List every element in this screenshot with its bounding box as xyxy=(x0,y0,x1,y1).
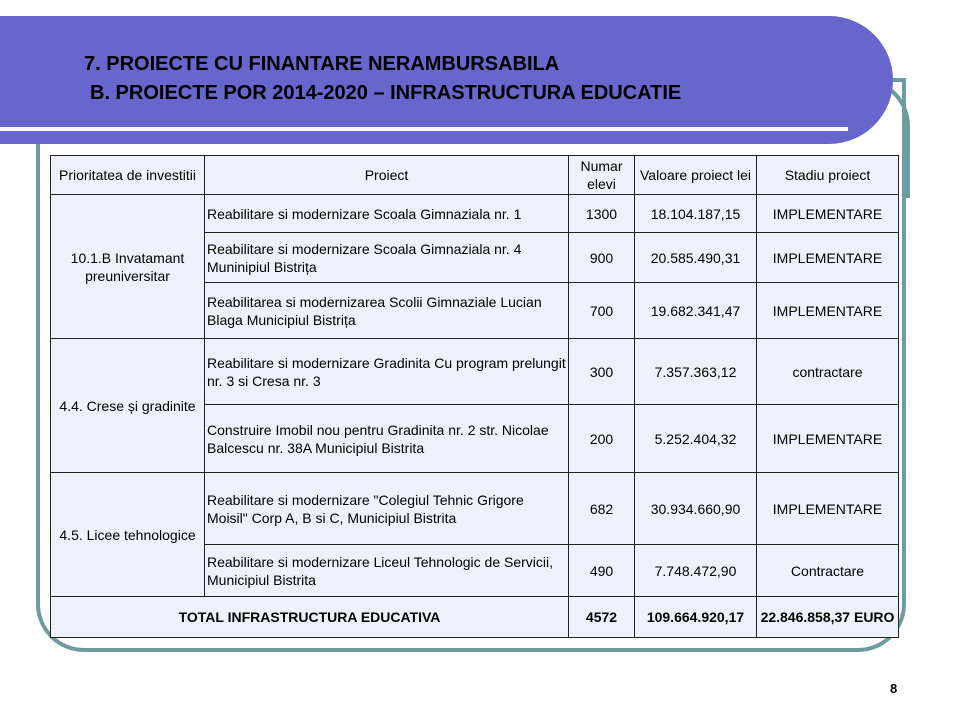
project-cell: Construire Imobil nou pentru Gradinita nr. 2 str. Nicolae Balcescu nr. 38A Municipiul Bistrita xyxy=(205,405,569,473)
status-cell: IMPLEMENTARE xyxy=(757,195,899,233)
value-cell: 30.934.660,90 xyxy=(635,473,757,545)
header-priority: Prioritatea de investitii xyxy=(51,156,205,195)
table-total-row xyxy=(51,597,899,638)
project-cell: Reabilitare si modernizare Scoala Gimnaziala nr. 1 xyxy=(205,195,569,233)
header-students: Numar elevi xyxy=(569,156,635,195)
value-cell: 18.104.187,15 xyxy=(635,195,757,233)
priority-cell: 4.5. Licee tehnologice xyxy=(51,473,205,597)
table-row xyxy=(51,195,899,233)
project-cell: Reabilitare si modernizare Scoala Gimnaziala nr. 4 Muninipiul Bistrița xyxy=(205,233,569,283)
students-cell: 200 xyxy=(569,405,635,473)
status-cell: IMPLEMENTARE xyxy=(757,283,899,339)
table-header-row xyxy=(51,156,899,195)
priority-cell: 4.4. Crese și gradinite xyxy=(51,339,205,473)
status-cell: IMPLEMENTARE xyxy=(757,405,899,473)
title-banner xyxy=(0,16,893,144)
students-cell: 300 xyxy=(569,339,635,405)
title-underline xyxy=(0,127,848,131)
slide-title: 7. PROIECTE CU FINANTARE NERAMBURSABILA xyxy=(84,53,560,75)
status-cell: IMPLEMENTARE xyxy=(757,473,899,545)
value-cell: 5.252.404,32 xyxy=(635,405,757,473)
project-cell: Reabilitarea si modernizarea Scolii Gimnaziale Lucian Blaga Municipiul Bistrița xyxy=(205,283,569,339)
value-cell: 7.357.363,12 xyxy=(635,339,757,405)
total-students: 4572 xyxy=(569,597,635,638)
students-cell: 490 xyxy=(569,545,635,597)
value-cell: 19.682.341,47 xyxy=(635,283,757,339)
slide-subtitle: B. PROIECTE POR 2014-2020 – INFRASTRUCTURA EDUCATIE xyxy=(90,82,682,104)
value-cell: 7.748.472,90 xyxy=(635,545,757,597)
students-cell: 900 xyxy=(569,233,635,283)
students-cell: 1300 xyxy=(569,195,635,233)
project-cell: Reabilitare si modernizare Gradinita Cu program prelungit nr. 3 si Cresa nr. 3 xyxy=(205,339,569,405)
status-cell: contractare xyxy=(757,339,899,405)
table-row xyxy=(51,339,899,405)
students-cell: 682 xyxy=(569,473,635,545)
value-cell: 20.585.490,31 xyxy=(635,233,757,283)
total-euro: 22.846.858,37 EURO xyxy=(757,597,899,638)
header-project: Proiect xyxy=(205,156,569,195)
status-cell: IMPLEMENTARE xyxy=(757,233,899,283)
status-cell: Contractare xyxy=(757,545,899,597)
page-number: 8 xyxy=(890,681,898,696)
header-value: Valoare proiect lei xyxy=(635,156,757,195)
students-cell: 700 xyxy=(569,283,635,339)
project-cell: Reabilitare si modernizare "Colegiul Tehnic Grigore Moisil" Corp A, B si C, Municipiul Bistrita xyxy=(205,473,569,545)
header-status: Stadiu proiect xyxy=(757,156,899,195)
total-value: 109.664.920,17 xyxy=(635,597,757,638)
priority-cell: 10.1.B Invatamant preuniversitar xyxy=(51,195,205,339)
project-cell: Reabilitare si modernizare Liceul Tehnologic de Servicii, Municipiul Bistrita xyxy=(205,545,569,597)
projects-table xyxy=(50,155,899,638)
table-row xyxy=(51,473,899,545)
total-label: TOTAL INFRASTRUCTURA EDUCATIVA xyxy=(51,597,569,638)
